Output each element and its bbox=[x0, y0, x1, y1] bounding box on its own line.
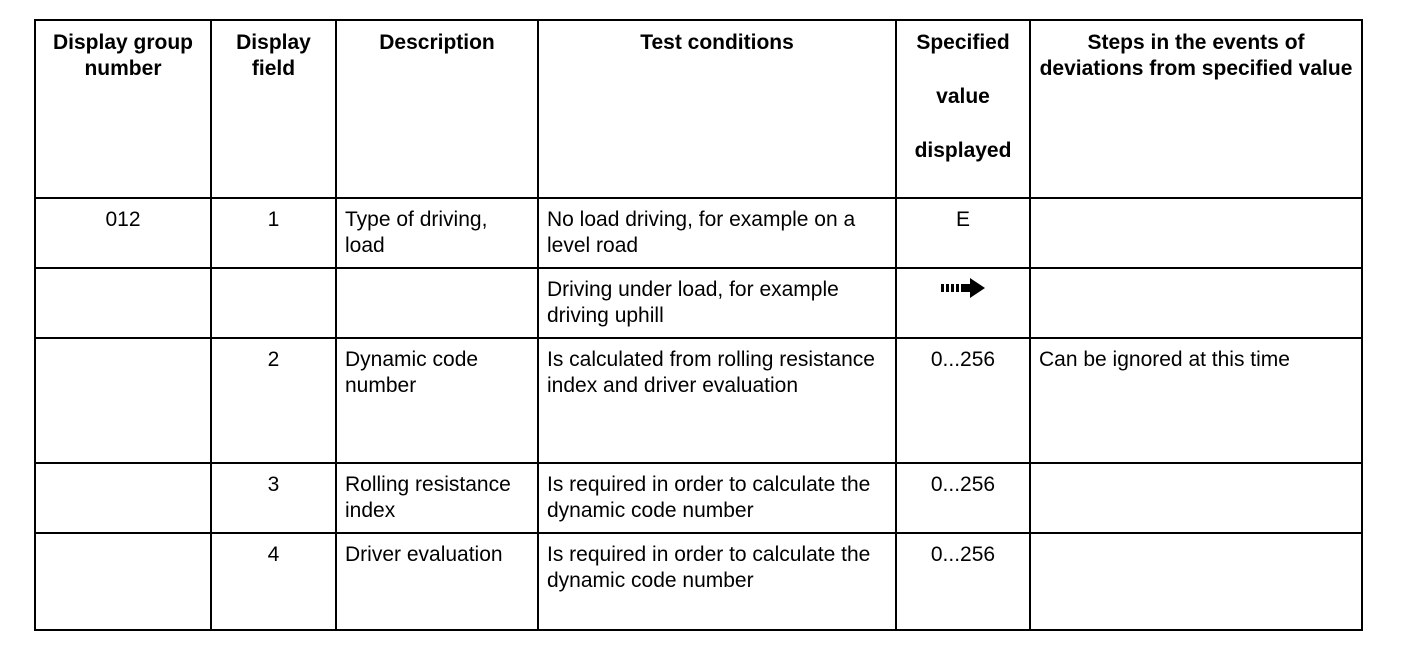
header-specified-line3: displayed bbox=[914, 139, 1012, 162]
cell-description: Rolling resistance index bbox=[336, 463, 538, 533]
cell-group bbox=[35, 463, 211, 533]
header-display-group-number bbox=[35, 20, 211, 198]
cell-description: Driver evaluation bbox=[336, 533, 538, 630]
cell-description: Dynamic code number bbox=[336, 338, 538, 463]
cell-group: 012 bbox=[35, 198, 211, 268]
header-description bbox=[336, 20, 538, 198]
cell-value bbox=[896, 268, 1030, 338]
table-row bbox=[35, 338, 1362, 463]
header-specified-value bbox=[896, 20, 1030, 198]
cell-steps bbox=[1030, 198, 1362, 268]
header-group-label: Display group number bbox=[52, 31, 194, 80]
header-conditions-label: Test conditions bbox=[640, 31, 794, 54]
cell-field: 3 bbox=[211, 463, 336, 533]
table-row bbox=[35, 533, 1362, 630]
table-row bbox=[35, 463, 1362, 533]
header-display-field bbox=[211, 20, 336, 198]
cell-steps bbox=[1030, 268, 1362, 338]
header-steps-label: Steps in the events of deviations from specified value bbox=[1039, 31, 1353, 80]
cell-conditions: No load driving, for example on a level road bbox=[538, 198, 896, 268]
cell-steps: Can be ignored at this time bbox=[1030, 338, 1362, 463]
cell-group bbox=[35, 338, 211, 463]
cell-value: 0...256 bbox=[896, 463, 1030, 533]
cell-field bbox=[211, 268, 336, 338]
header-specified-line2: value bbox=[936, 85, 990, 108]
table-row bbox=[35, 198, 1362, 268]
measuring-values-table bbox=[34, 19, 1363, 631]
cell-description: Type of driving, load bbox=[336, 198, 538, 268]
cell-value: 0...256 bbox=[896, 338, 1030, 463]
cell-steps bbox=[1030, 463, 1362, 533]
cell-field: 1 bbox=[211, 198, 336, 268]
cell-field: 4 bbox=[211, 533, 336, 630]
header-test-conditions bbox=[538, 20, 896, 198]
right-arrow-icon bbox=[939, 277, 987, 299]
cell-group bbox=[35, 268, 211, 338]
cell-steps bbox=[1030, 533, 1362, 630]
cell-value: 0...256 bbox=[896, 533, 1030, 630]
cell-conditions: Is required in order to calculate the dynamic code number bbox=[538, 533, 896, 630]
header-row bbox=[35, 20, 1362, 198]
header-description-label: Description bbox=[379, 31, 495, 54]
cell-description bbox=[336, 268, 538, 338]
header-field-label: Display field bbox=[236, 31, 311, 80]
cell-value: E bbox=[896, 198, 1030, 268]
cell-group bbox=[35, 533, 211, 630]
header-specified-line1: Specified bbox=[916, 31, 1010, 54]
table-row bbox=[35, 268, 1362, 338]
cell-conditions: Is calculated from rolling resistance index and driver evaluation bbox=[538, 338, 896, 463]
header-steps bbox=[1030, 20, 1362, 198]
cell-conditions: Is required in order to calculate the dynamic code number bbox=[538, 463, 896, 533]
cell-field: 2 bbox=[211, 338, 336, 463]
cell-conditions: Driving under load, for example driving uphill bbox=[538, 268, 896, 338]
